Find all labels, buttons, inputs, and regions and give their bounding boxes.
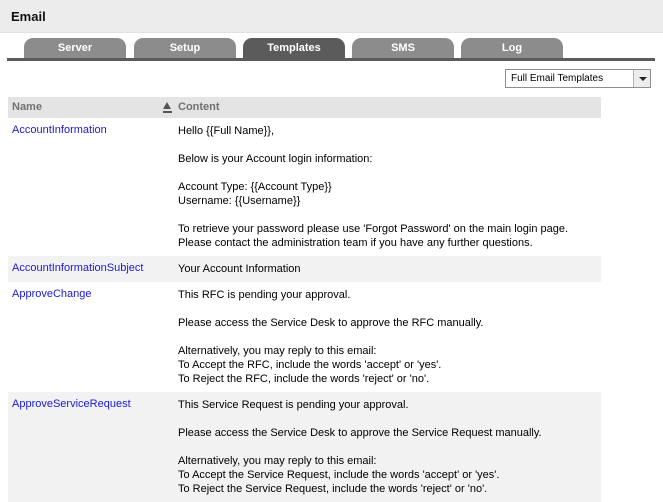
content-line: Below is your Account login information: bbox=[178, 153, 373, 165]
templates-table bbox=[8, 97, 601, 502]
content-line: To Reject the RFC, include the words 'reject' or 'no'. bbox=[178, 373, 430, 385]
tab-templates[interactable]: Templates bbox=[243, 38, 345, 58]
column-header-name[interactable]: Name bbox=[12, 101, 42, 113]
tab-bar bbox=[0, 38, 663, 58]
table-row bbox=[8, 256, 601, 282]
page-header bbox=[0, 0, 663, 33]
content-line: Your Account Information bbox=[178, 263, 301, 275]
content-line bbox=[178, 302, 601, 316]
table-row bbox=[8, 282, 601, 392]
content-line: To retrieve your password please use 'Forgot Password' on the main login page. bbox=[178, 223, 569, 235]
tab-sms[interactable]: SMS bbox=[352, 38, 454, 58]
table-row bbox=[8, 392, 601, 502]
content-line: This Service Request is pending your approval. bbox=[178, 399, 409, 411]
tab-server[interactable]: Server bbox=[24, 38, 126, 58]
template-type-select[interactable] bbox=[505, 69, 651, 88]
content-line: To Accept the RFC, include the words 'accept' or 'yes'. bbox=[178, 359, 442, 371]
template-content bbox=[8, 118, 601, 256]
page-title: Email bbox=[11, 9, 46, 24]
tab-log[interactable]: Log bbox=[461, 38, 563, 58]
content-line: Username: {{Username}} bbox=[178, 195, 301, 207]
template-name-link[interactable]: AccountInformationSubject bbox=[12, 262, 144, 274]
template-type-value: Full Email Templates bbox=[511, 73, 604, 84]
content-line: Please access the Service Desk to approve the Service Request manually. bbox=[178, 427, 542, 439]
content-line bbox=[178, 330, 601, 344]
sort-ascending-icon[interactable] bbox=[163, 102, 172, 113]
content-line bbox=[178, 208, 601, 222]
tab-underline bbox=[7, 58, 655, 61]
tab-setup[interactable]: Setup bbox=[134, 38, 236, 58]
content-line bbox=[178, 138, 601, 152]
content-line bbox=[178, 412, 601, 426]
content-line: Alternatively, you may reply to this email: bbox=[178, 455, 377, 467]
template-name-link[interactable]: AccountInformation bbox=[12, 124, 107, 136]
chevron-down-icon[interactable] bbox=[633, 70, 650, 87]
content-line: Please contact the administration team if you have any further questions. bbox=[178, 237, 533, 249]
content-line: Account Type: {{Account Type}} bbox=[178, 181, 332, 193]
content-line: Alternatively, you may reply to this email: bbox=[178, 345, 377, 357]
column-header-content[interactable]: Content bbox=[178, 101, 220, 113]
table-row bbox=[8, 118, 601, 256]
content-line: To Accept the Service Request, include the words 'accept' or 'yes'. bbox=[178, 469, 500, 481]
content-line: This RFC is pending your approval. bbox=[178, 289, 351, 301]
table-header bbox=[8, 97, 601, 118]
template-content bbox=[8, 282, 601, 392]
content-line bbox=[178, 166, 601, 180]
content-line bbox=[178, 440, 601, 454]
content-line: Please access the Service Desk to approve the RFC manually. bbox=[178, 317, 484, 329]
template-name-link[interactable]: ApproveChange bbox=[12, 288, 92, 300]
content-line: To Reject the Service Request, include the words 'reject' or 'no'. bbox=[178, 483, 488, 495]
template-name-link[interactable]: ApproveServiceRequest bbox=[12, 398, 131, 410]
content-line: Hello {{Full Name}}, bbox=[178, 125, 274, 137]
